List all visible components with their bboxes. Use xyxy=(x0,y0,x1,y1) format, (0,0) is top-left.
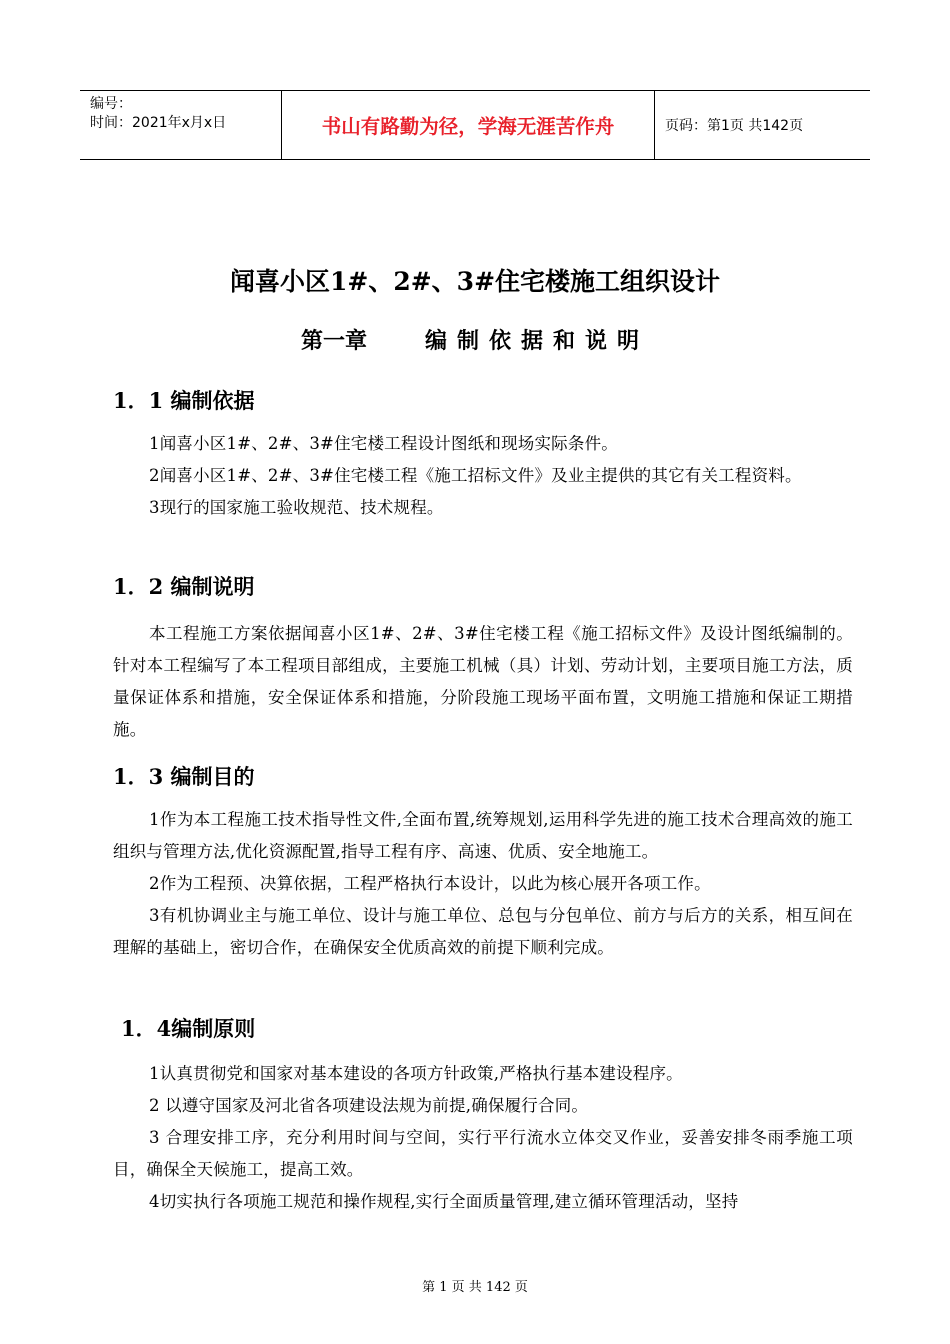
header-motto: 书山有路勤为径，学海无涯苦作舟 xyxy=(282,91,655,159)
section-1-4 xyxy=(113,1014,853,1218)
section-heading: 1．2 编制说明 xyxy=(113,574,255,599)
paragraph: 2闻喜小区1#、2#、3#住宅楼工程《施工招标文件》及业主提供的其它有关工程资料。 xyxy=(149,466,802,485)
paragraph: 3 合理安排工序，充分利用时间与空间，实行平行流水立体交叉作业，妥善安排冬雨季施工项目，确保全天候施工，提高工效。 xyxy=(113,1128,853,1179)
section-1-2 xyxy=(113,572,853,746)
section-1-1 xyxy=(113,386,853,524)
document-title: 闻喜小区1#、2#、3#住宅楼施工组织设计 xyxy=(229,267,721,296)
paragraph: 2 以遵守国家及河北省各项建设法规为前提,确保履行合同。 xyxy=(149,1096,589,1115)
paragraph: 2作为工程预、决算依据，工程严格执行本设计，以此为核心展开各项工作。 xyxy=(149,874,711,893)
paragraph: 1作为本工程施工技术指导性文件,全面布置,统筹规划,运用科学先进的施工技术合理高效的施工组织与管理方法,优化资源配置,指导工程有序、高速、优质、安全地施工。 xyxy=(113,810,853,861)
paragraph: 3有机协调业主与施工单位、设计与施工单位、总包与分包单位、前方与后方的关系，相互间在理解的基础上，密切合作，在确保安全优质高效的前提下顺利完成。 xyxy=(113,906,853,957)
section-heading: 1．1 编制依据 xyxy=(113,388,255,413)
document-time-label: 时间：2021年x月x日 xyxy=(90,115,227,131)
paragraph: 1认真贯彻党和国家对基本建设的各项方针政策,严格执行基本建设程序。 xyxy=(149,1064,683,1083)
chapter-number: 第一章 xyxy=(300,328,367,354)
section-1-3 xyxy=(113,762,853,964)
chapter-title xyxy=(0,324,950,355)
header-page-info: 页码：第1页 共142页 xyxy=(665,118,804,134)
paragraph: 本工程施工方案依据闻喜小区1#、2#、3#住宅楼工程《施工招标文件》及设计图纸编制的。针对本工程编写了本工程项目部组成，主要施工机械（具）计划、劳动计划，主要项目施工方法，质量保证体系和措施，安全保证体系和措施，分阶段施工现场平面布置，文明施工措施和保证工期措施。 xyxy=(113,624,853,739)
paragraph: 1闻喜小区1#、2#、3#住宅楼工程设计图纸和现场实际条件。 xyxy=(149,434,618,453)
section-heading: 1．4编制原则 xyxy=(121,1016,256,1041)
paragraph: 4切实执行各项施工规范和操作规程,实行全面质量管理,建立循环管理活动，坚持 xyxy=(149,1192,739,1211)
section-heading: 1．3 编制目的 xyxy=(113,764,255,789)
chapter-name: 编制依据和说明 xyxy=(425,328,650,354)
header-left-cell xyxy=(80,91,282,159)
header-table xyxy=(80,90,870,160)
page-footer: 第 1 页 共 142 页 xyxy=(422,1280,528,1295)
paragraph: 3现行的国家施工验收规范、技术规程。 xyxy=(149,498,444,517)
document-number-label: 编号： xyxy=(90,96,132,112)
